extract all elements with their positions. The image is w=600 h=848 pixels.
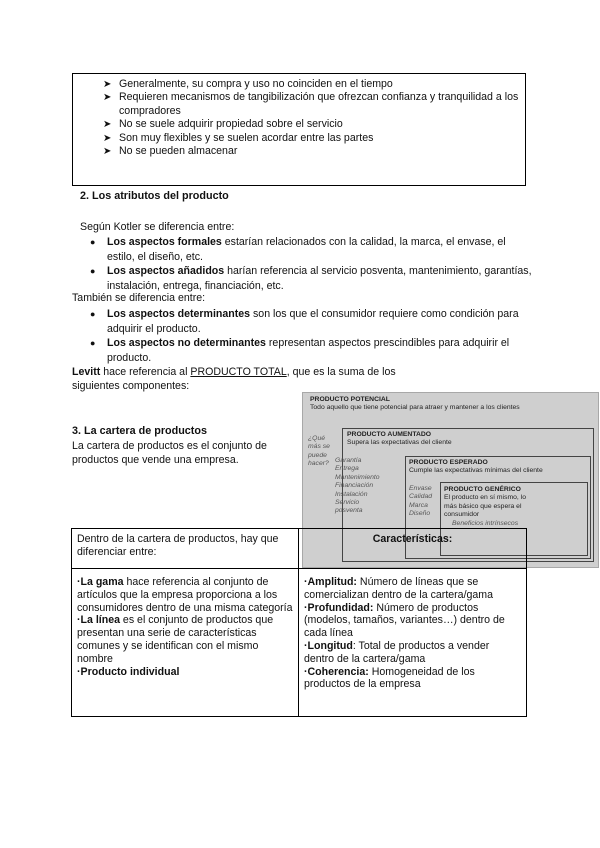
portfolio-linea: ·La línea es el conjunto de productos que presentan una serie de características comunes y se identifican con el mismo nombre — [77, 614, 274, 665]
list-item: ➤ No se suele adquirir propiedad sobre el servicio — [103, 118, 343, 131]
list-item: ➤ Requieren mecanismos de tangibilización que ofrezcan confianza y tranquilidad a los compradores — [103, 91, 519, 117]
list-item: Financiación — [335, 482, 374, 490]
char-profundidad: ·Profundidad: Número de productos (modelos, tamaños, variantes…) dentro de cada línea — [304, 601, 505, 640]
char-longitud: ·Longitud: Total de productos a vender dentro de la cartera/gama — [304, 639, 490, 665]
levitt-paragraph: Levitt hace referencia al PRODUCTO TOTAL, que es la suma de los siguientes componentes: — [72, 366, 396, 392]
service-characteristics-list — [73, 74, 525, 158]
char-amplitud: ·Amplitud: Número de líneas que se comercializan dentro de la cartera/gama — [304, 576, 494, 601]
arrow-bullet-icon: ➤ — [103, 146, 112, 158]
generico-sub: Beneficios intrínsecos — [452, 519, 519, 527]
section-3-title: 3. La cartera de productos — [72, 425, 208, 437]
list-item: ➤ Son muy flexibles y se suelen acordar entre las partes — [103, 131, 374, 144]
list-item: ➤ No se pueden almacenar — [103, 145, 238, 158]
list-item: ➤ Generalmente, su compra y uso no coinciden en el tiempo — [103, 78, 393, 90]
portfolio-gama: ·La gama hace referencia al conjunto de artículos que la empresa proporciona a los consumidores dentro de una misma categoría — [77, 576, 293, 614]
kotler-list — [72, 235, 532, 293]
determinant-list — [72, 307, 532, 365]
list-item: Garantía — [335, 457, 362, 464]
section-2-intro: Según Kotler se diferencia entre: — [80, 221, 235, 233]
potencial-title: PRODUCTO POTENCIAL — [310, 396, 390, 403]
table-row — [72, 529, 527, 569]
aumentado-desc: Supera las expectativas del cliente — [347, 439, 452, 447]
list-item: ● Los aspectos determinantes son los que el consumidor requiere como condición para adquirir el producto. — [90, 308, 519, 335]
portfolio-individual: ·Producto individual — [77, 665, 180, 678]
char-coherencia: ·Coherencia: Homogeneidad de los productos de la empresa — [304, 665, 475, 691]
list-item: Instalación — [335, 490, 368, 498]
list-item: Marca — [409, 501, 428, 509]
list-item: posventa — [335, 507, 363, 515]
arrow-bullet-icon: ➤ — [103, 79, 112, 90]
aumentado-items — [335, 457, 385, 516]
table-cell — [299, 569, 527, 717]
aumentado-title: PRODUCTO AUMENTADO — [347, 431, 432, 438]
table-cell: Características: — [299, 529, 527, 569]
generico-desc: El producto en sí mismo, lo más básico que espera el consumidor — [444, 494, 526, 519]
section-2-also: También se diferencia entre: — [72, 292, 206, 304]
product-portfolio-table — [71, 528, 527, 717]
arrow-bullet-icon: ➤ — [103, 92, 112, 104]
list-item: ● Los aspectos no determinantes representan aspectos prescindibles para adquirir el producto. — [90, 337, 510, 364]
question-text: ¿Qué más se puede hacer? — [308, 435, 330, 468]
list-item: ● Los aspectos añadidos harían referencia al servicio posventa, mantenimiento, garantías, instalación, entrega, financiación, etc. — [90, 265, 532, 292]
section-2-title: 2. Los atributos del producto — [80, 190, 229, 202]
esperado-desc: Cumple las expectativas mínimas del cliente — [409, 467, 543, 475]
arrow-bullet-icon: ➤ — [103, 132, 112, 144]
bullet-icon: ● — [90, 309, 96, 319]
list-item: Envase — [409, 485, 432, 492]
list-item: Mantenimiento — [335, 473, 380, 481]
list-item: Diseño — [409, 510, 431, 518]
esperado-title: PRODUCTO ESPERADO — [409, 459, 488, 466]
bullet-icon: ● — [90, 338, 96, 348]
bullet-icon: ● — [90, 266, 96, 276]
service-characteristics-box — [72, 73, 526, 186]
list-item: Servicio — [335, 499, 360, 507]
table-cell — [72, 569, 299, 717]
bullet-icon: ● — [90, 237, 96, 247]
section-3-text: La cartera de productos es el conjunto de productos que vende una empresa. — [72, 440, 267, 466]
list-item: ● Los aspectos formales estarían relacionados con la calidad, la marca, el envase, el estilo, el diseño, etc. — [90, 236, 506, 263]
generico-title: PRODUCTO GENÉRICO — [444, 486, 521, 493]
table-row — [72, 569, 527, 717]
esperado-items — [409, 485, 439, 519]
list-item: Entrega — [335, 465, 359, 473]
arrow-bullet-icon: ➤ — [103, 119, 112, 131]
list-item: Calidad — [409, 493, 433, 501]
potencial-desc: Todo aquello que tiene potencial para atraer y mantener a los clientes — [310, 404, 520, 412]
table-cell: Dentro de la cartera de productos, hay que diferenciar entre: — [72, 529, 299, 569]
